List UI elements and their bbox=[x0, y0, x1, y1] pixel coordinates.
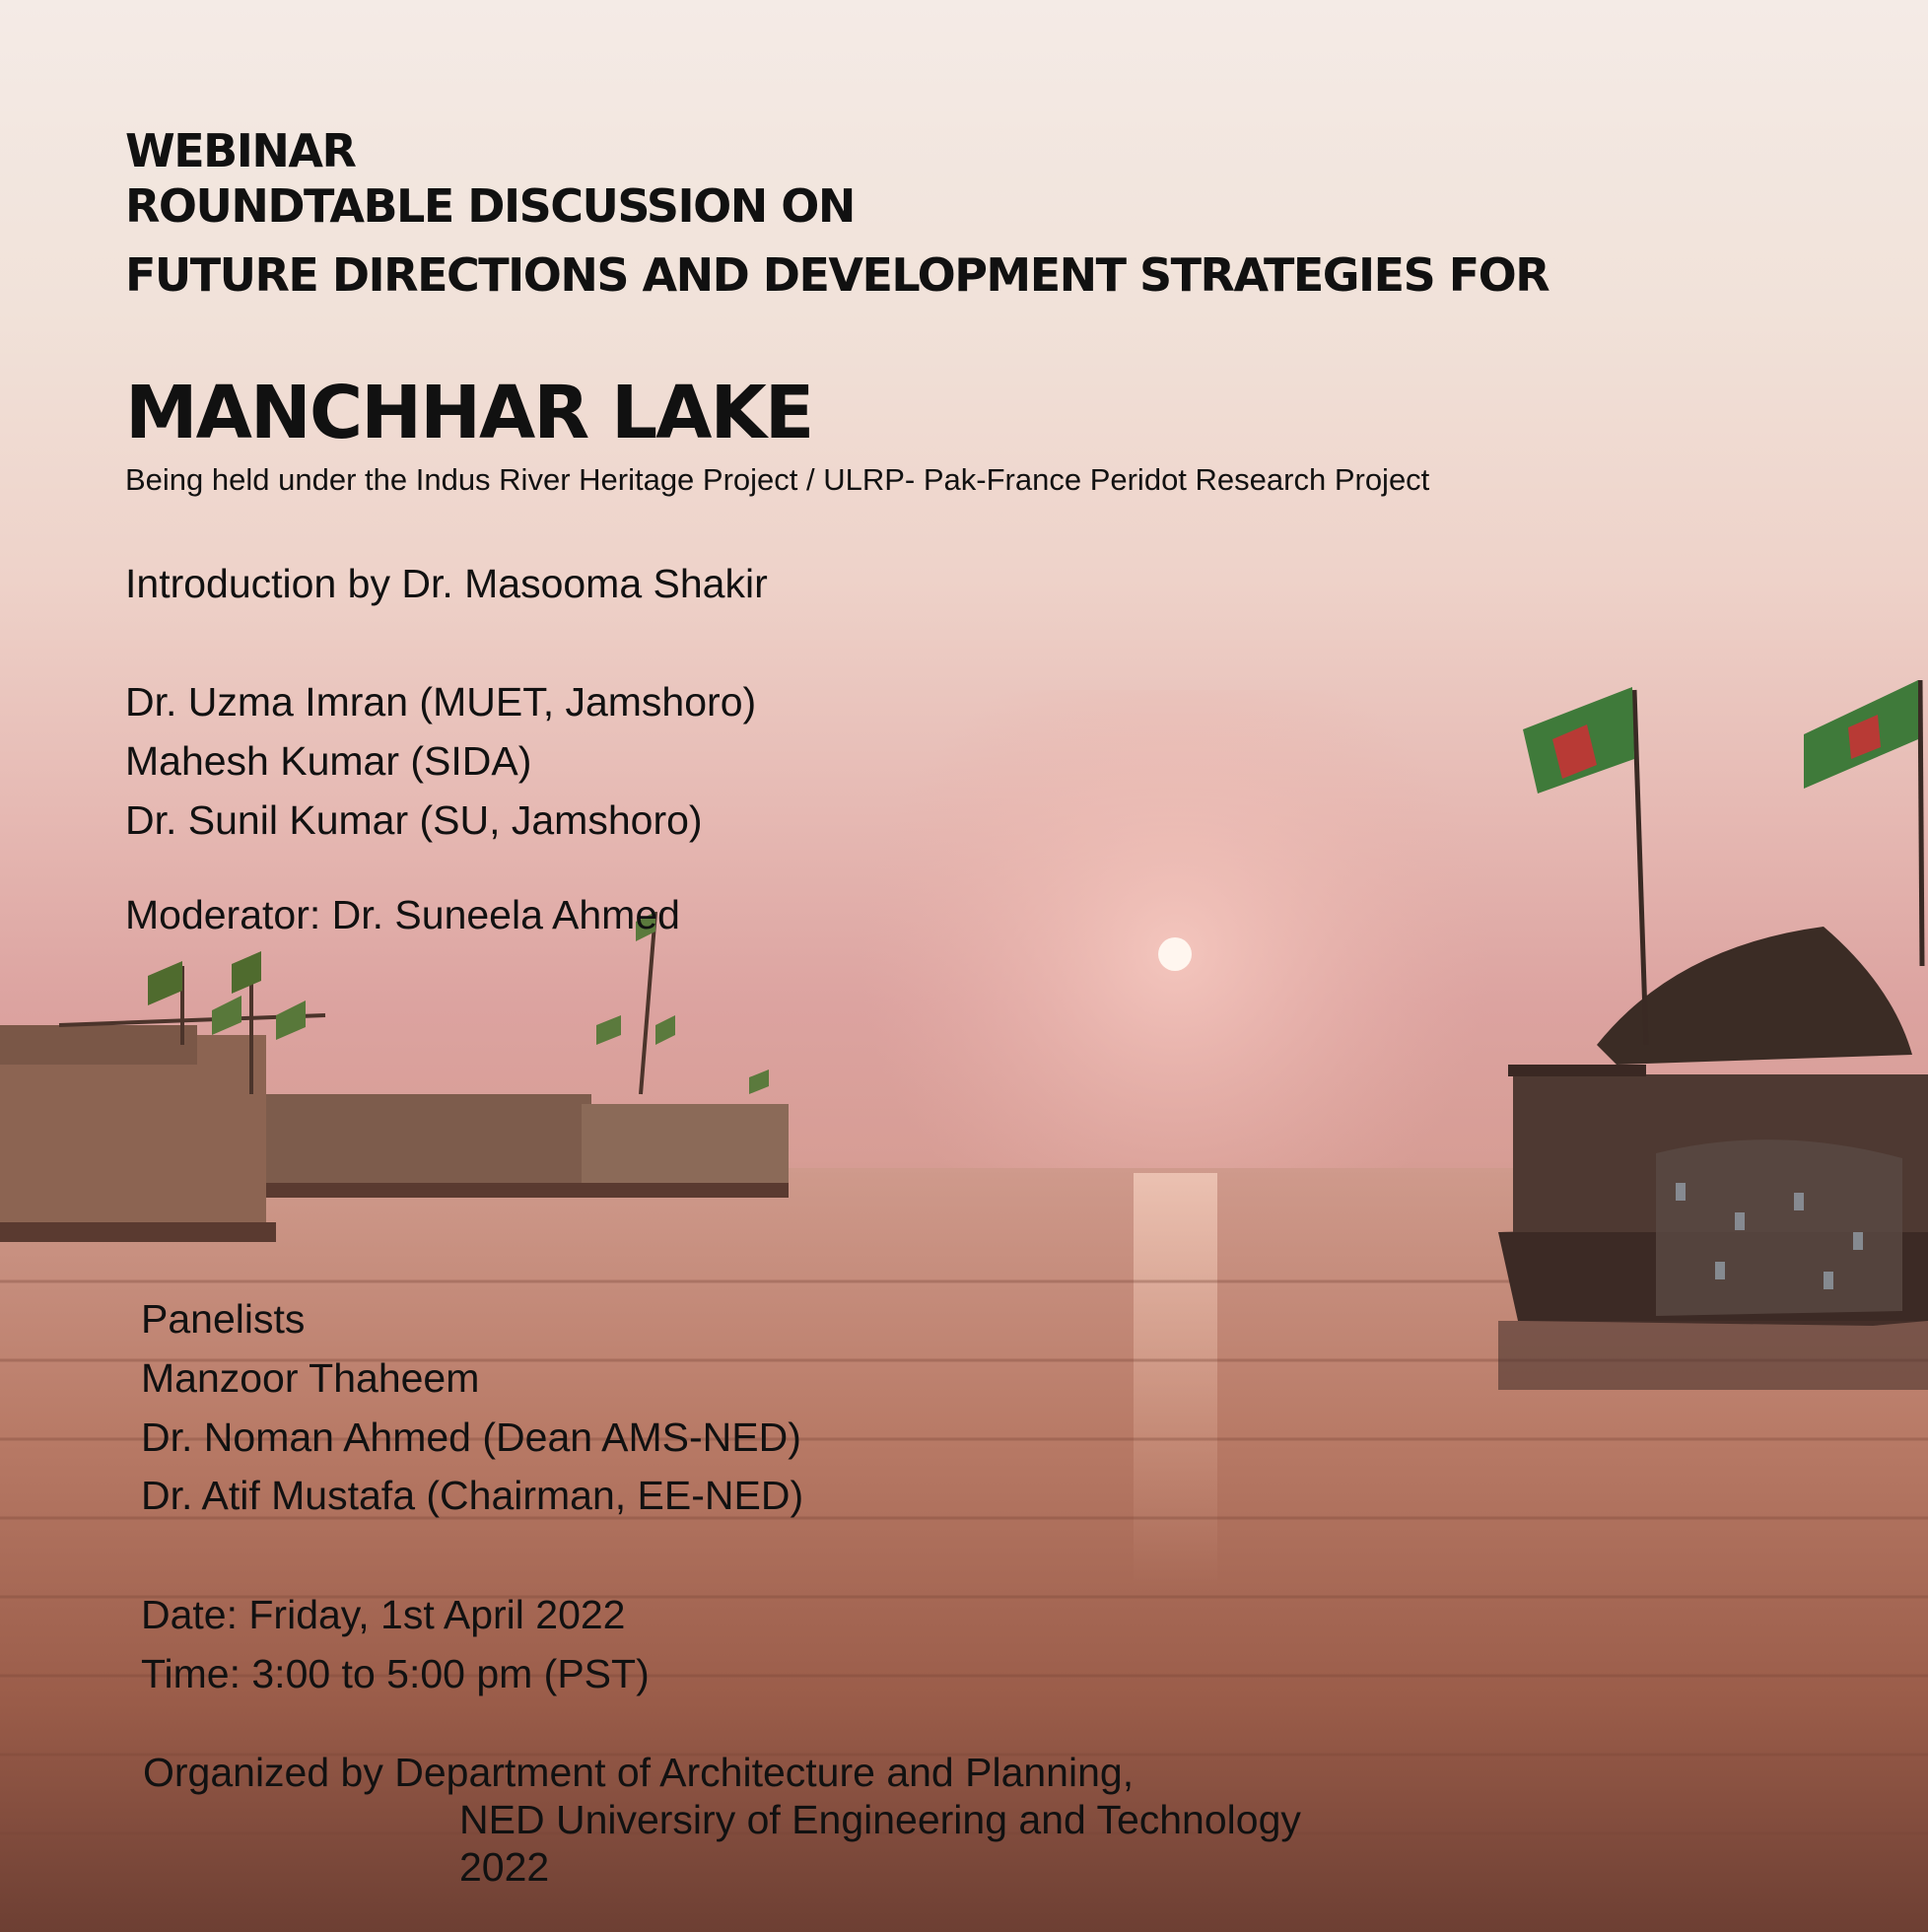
event-time: Time: 3:00 to 5:00 pm (PST) bbox=[141, 1651, 650, 1696]
organizer-line-2: NED Universiry of Engineering and Technology bbox=[459, 1797, 1301, 1842]
panelist-1: Manzoor Thaheem bbox=[141, 1355, 480, 1401]
event-date: Date: Friday, 1st April 2022 bbox=[141, 1592, 626, 1637]
header-roundtable: ROUNDTABLE DISCUSSION ON bbox=[125, 179, 855, 233]
speaker-1: Dr. Uzma Imran (MUET, Jamshoro) bbox=[125, 679, 757, 724]
speaker-3: Dr. Sunil Kumar (SU, Jamshoro) bbox=[125, 797, 703, 843]
project-subtitle: Being held under the Indus River Heritage Project / ULRP- Pak-France Peridot Research Project bbox=[125, 462, 1430, 497]
header-webinar: WEBINAR bbox=[125, 124, 356, 177]
sun-reflection bbox=[1134, 1173, 1217, 1587]
organizer-line-1: Organized by Department of Architecture and Planning, bbox=[143, 1750, 1135, 1795]
panelist-3: Dr. Atif Mustafa (Chairman, EE-NED) bbox=[141, 1473, 804, 1518]
introduction: Introduction by Dr. Masooma Shakir bbox=[125, 561, 768, 606]
moderator: Moderator: Dr. Suneela Ahmed bbox=[125, 892, 680, 937]
panelists-heading: Panelists bbox=[141, 1296, 306, 1342]
organizer-year: 2022 bbox=[459, 1844, 550, 1890]
header-future-directions: FUTURE DIRECTIONS AND DEVELOPMENT STRATEGIES FOR bbox=[125, 248, 1549, 302]
speaker-2: Mahesh Kumar (SIDA) bbox=[125, 738, 532, 784]
right-flags bbox=[1523, 680, 1918, 794]
event-title: MANCHHAR LAKE bbox=[125, 371, 813, 455]
sun-glow bbox=[789, 690, 1577, 1183]
panelist-2: Dr. Noman Ahmed (Dean AMS-NED) bbox=[141, 1414, 801, 1460]
sun bbox=[1158, 937, 1192, 971]
